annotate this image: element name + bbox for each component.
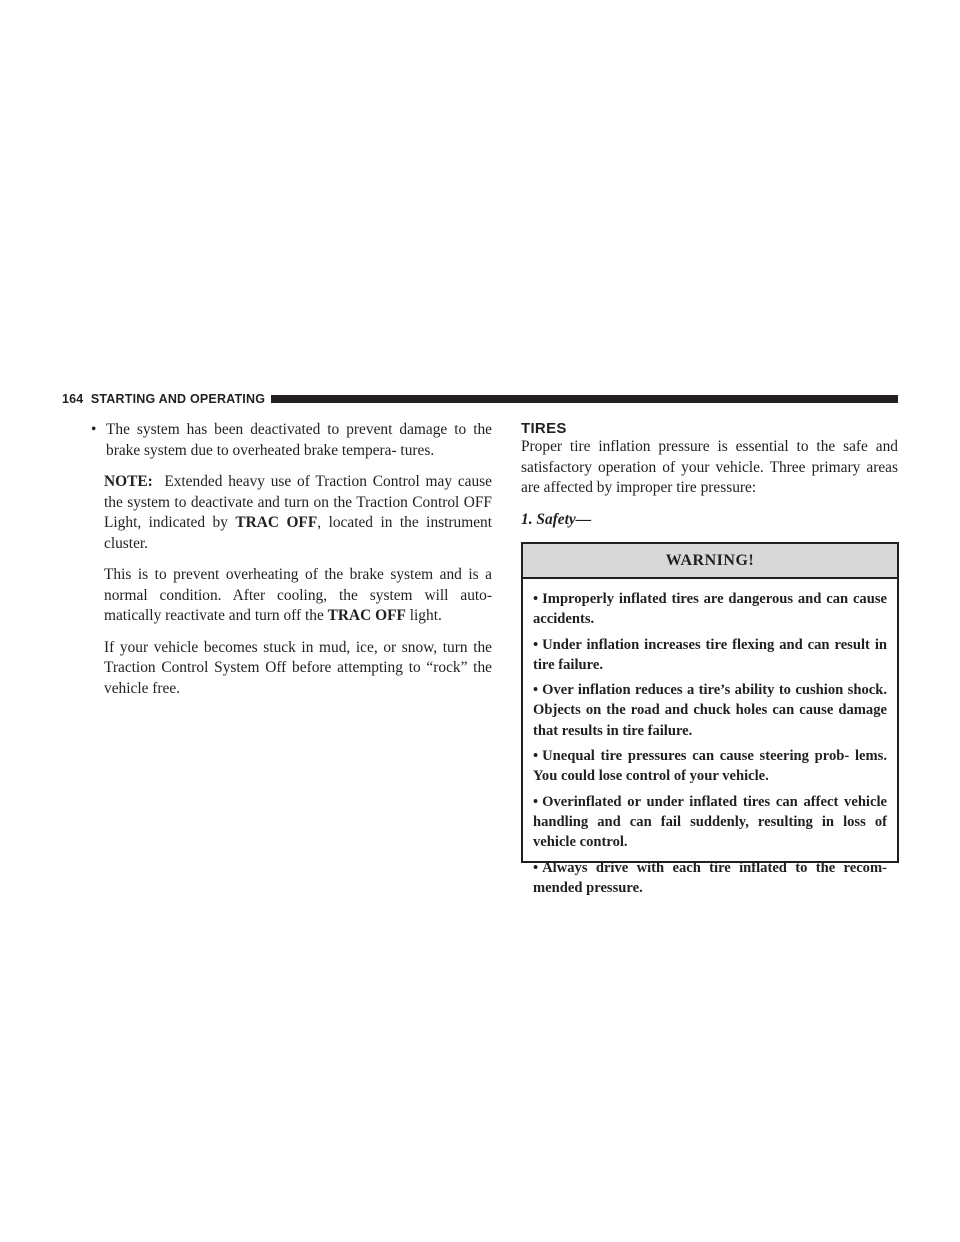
- note-paragraph: [104, 472, 492, 554]
- para2-text-1: This is to prevent overheating of the brake system and is a normal condition. After cooling, the system will auto- matically reactivate and turn off the: [104, 566, 492, 624]
- bullet-dot: •: [533, 748, 539, 765]
- bullet-item: [86, 420, 492, 461]
- stuck-paragraph: If your vehicle becomes stuck in mud, ice, or snow, turn the Traction Control System Off before attempting to “rock” the vehicle free.: [104, 638, 492, 697]
- bullet-dot: •: [533, 793, 539, 810]
- note-text-1: Extended heavy use of Traction Control may cause the system to deactivate and turn on the Traction Control OFF Light, indicated by: [104, 473, 492, 531]
- header-rule: [271, 395, 898, 403]
- page-header-text: [62, 392, 265, 406]
- warning-item: [533, 746, 887, 787]
- para2-trac-off: TRAC OFF: [327, 607, 406, 624]
- warning-item-text: Overinflated or under inflated tires can affect vehicle handling and can fail suddenly, resulting in loss of vehicle control.: [533, 793, 887, 851]
- note-label: NOTE:: [104, 473, 153, 490]
- warning-item-text: Over inflation reduces a tire’s ability to cushion shock. Objects on the road and chuck holes can cause damage that results in tire failure.: [533, 682, 887, 739]
- bullet-dot: •: [91, 421, 97, 438]
- right-column: [521, 420, 898, 530]
- page-number: 164: [62, 392, 84, 406]
- warning-body: [523, 579, 897, 898]
- warning-item: [533, 680, 887, 741]
- para2-text-2: light.: [409, 607, 442, 624]
- warning-item: [533, 792, 887, 853]
- left-column: [91, 420, 492, 699]
- note-text-2: , located in the instrument cluster.: [104, 514, 492, 552]
- bullet-text: The system has been deactivated to prevent damage to the brake system due to overheated brake tempera- tures.: [106, 421, 492, 459]
- safety-subheading: 1. Safety—: [521, 510, 592, 528]
- page-header: [62, 391, 898, 407]
- bullet-dot: •: [533, 636, 539, 653]
- warning-item: [533, 858, 887, 899]
- note-trac-off: TRAC OFF: [235, 514, 318, 531]
- warning-title: WARNING!: [523, 544, 897, 579]
- warning-item-text: Improperly inflated tires are dangerous and can cause accidents.: [533, 591, 887, 628]
- warning-item: [533, 635, 887, 676]
- bullet-dot: •: [533, 682, 539, 699]
- section-heading-tires: TIRES: [521, 420, 567, 437]
- warning-box: [521, 542, 899, 896]
- warning-item: [533, 589, 887, 630]
- warning-item-text: Unequal tire pressures can cause steering prob- lems. You could lose control of your vehicle.: [533, 748, 887, 785]
- section-title: STARTING AND OPERATING: [90, 392, 266, 406]
- warning-item-text: Under inflation increases tire flexing and can result in tire failure.: [533, 636, 887, 673]
- warning-item-text: Always drive with each tire inflated to the recom- mended pressure.: [533, 859, 887, 896]
- bullet-dot: •: [533, 859, 539, 876]
- overheat-paragraph: [104, 565, 492, 627]
- bullet-dot: •: [533, 591, 539, 607]
- tires-intro: Proper tire inflation pressure is essential to the safe and satisfactory operation of your vehicle. Three primary areas are affected by improper tire pressure:: [521, 438, 898, 496]
